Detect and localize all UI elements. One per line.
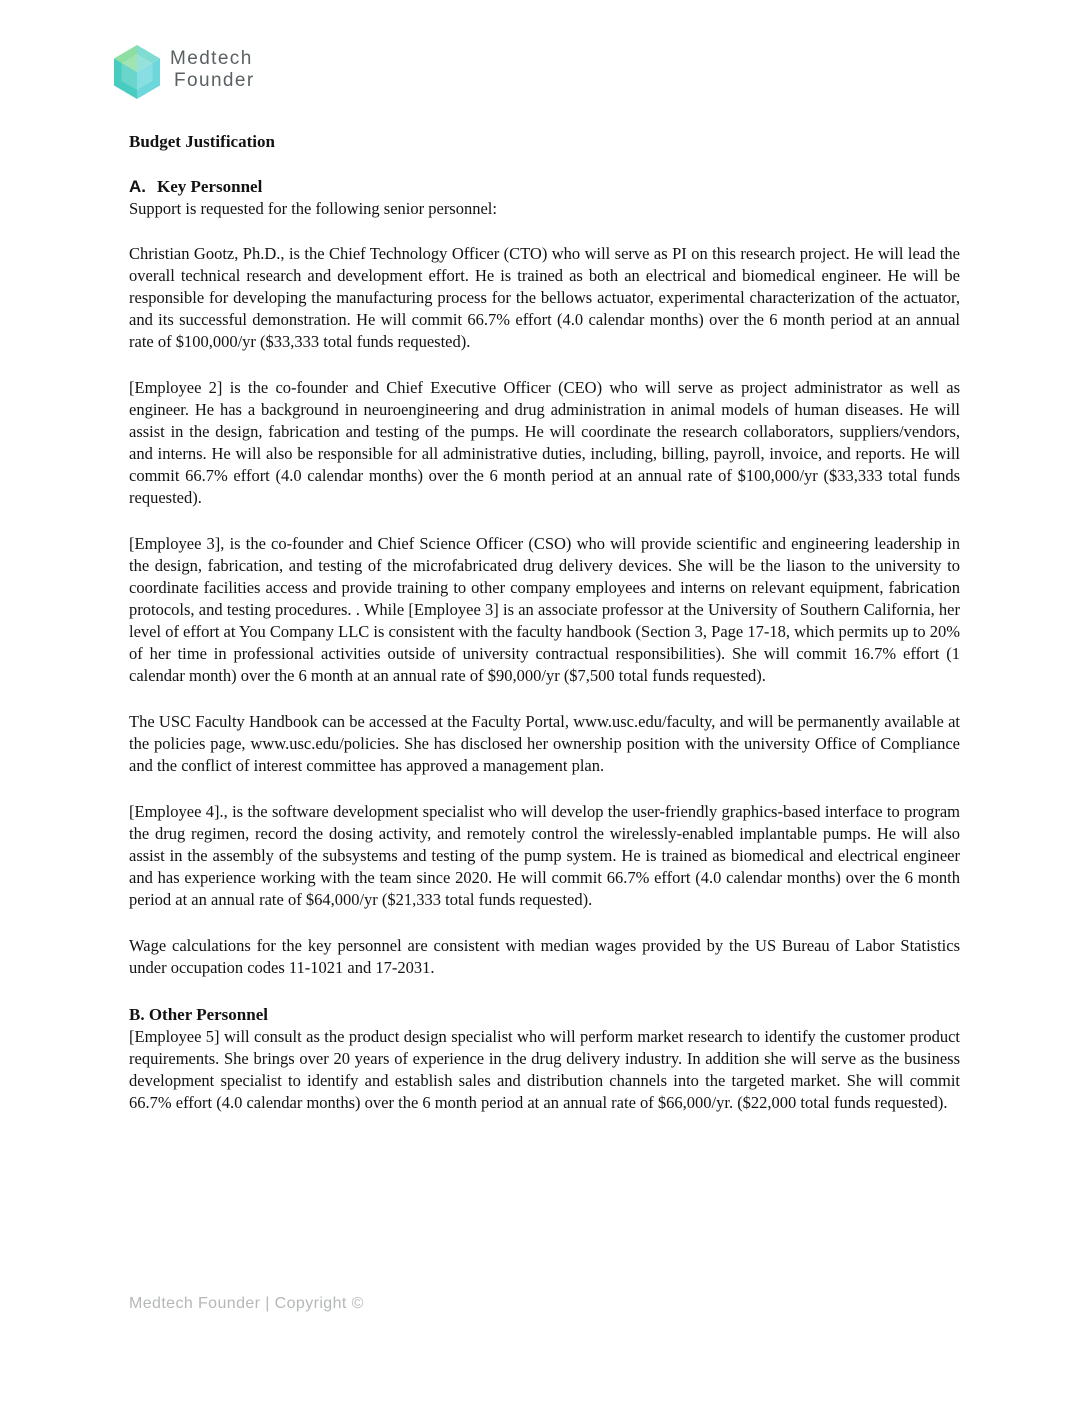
paragraph-employee-3-cso: [Employee 3], is the co-founder and Chief Science Officer (CSO) who will provide scientific and engineering leadership in the design, fabrication, and testing of the microfabricated drug delivery devices. She will be the liason to the university to coordinate facilities access and provide training to other company employees and interns on relevant equipment, fabrication protocols, and testing procedures. . While [Employee 3] is an associate professor at the University of Southern California, her level of effort at You Company LLC is consistent with the faculty handbook (Section 3, Page 17-18, which permits up to 20% of her time in professional activities outside of university contractual responsibilities). She will commit 16.7% effort (1 calendar month) over the 6 month at an annual rate of $90,000/yr ($7,500 total funds requested).: [129, 534, 960, 685]
paragraph-cto-christian-gootz: Christian Gootz, Ph.D., is the Chief Technology Officer (CTO) who will serve as PI on this research project. He will lead the overall technical research and development effort. He is trained as both an electrical and biomedical engineer. He will be responsible for developing the manufacturing process for the bellows actuator, experimental characterization of the actuator, and its successful demonstration. He will commit 66.7% effort (4.0 calendar months) over the 6 month period at an annual rate of $100,000/yr ($33,333 total funds requested).: [129, 244, 960, 351]
document-body: [129, 130, 960, 1114]
section-a-intro: Support is requested for the following senior personnel:: [129, 199, 497, 218]
document-title: Budget Justification: [129, 132, 275, 151]
section-a-heading-text: Key Personnel: [157, 177, 263, 196]
logo-wordmark: [170, 48, 255, 92]
logo-wordmark-line1: Medtech: [170, 48, 253, 69]
section-a-label: A.: [129, 177, 146, 196]
logo-hexagon-cube-icon: [113, 45, 161, 99]
logo-wordmark-line2: Founder: [174, 70, 255, 91]
section-a-heading: [129, 175, 960, 198]
paragraph-employee-5-consultant: [Employee 5] will consult as the product design specialist who will perform market research to identify the customer product requirements. She brings over 20 years of experience in the drug delivery industry. In addition she will serve as the business development specialist to identify and establish sales and distribution channels into the targeted market. She will commit 66.7% effort (4.0 calendar months) over the 6 month period at an annual rate of $66,000/yr. ($22,000 total funds requested).: [129, 1027, 960, 1112]
logo: [113, 45, 255, 99]
paragraph-wage-calculations: Wage calculations for the key personnel are consistent with median wages provided by the US Bureau of Labor Statistics under occupation codes 11-1021 and 17-2031.: [129, 936, 960, 977]
paragraph-employee-2-ceo: [Employee 2] is the co-founder and Chief Executive Officer (CEO) who will serve as project administrator as well as engineer. He has a background in neuroengineering and drug administration in animal models of human diseases. He will assist in the design, fabrication and testing of the pumps. He will coordinate the research collaborators, suppliers/vendors, and interns. He will also be responsible for all administrative duties, including, billing, payroll, invoice, and reports. He will commit 66.7% effort (4.0 calendar months) over the 6 month period at an annual rate of $100,000/yr ($33,333 total funds requested).: [129, 378, 960, 507]
paragraph-usc-faculty-handbook: The USC Faculty Handbook can be accessed at the Faculty Portal, www.usc.edu/faculty, and will be permanently available at the policies page, www.usc.edu/policies. She has disclosed her ownership position with the university Office of Compliance and the conflict of interest committee has approved a management plan.: [129, 712, 960, 775]
section-b-heading: B. Other Personnel: [129, 1005, 268, 1024]
page-footer-copyright: Medtech Founder | Copyright ©: [129, 1295, 364, 1312]
paragraph-employee-4-software: [Employee 4]., is the software development specialist who will develop the user-friendly graphics-based interface to program the drug regimen, record the dosing activity, and remotely control the wirelessly-enabled implantable pumps. He will also assist in the assembly of the subsystems and testing of the pump system. He is trained as biomedical and electrical engineer and has experience working with the team since 2020. He will commit 66.7% effort (4.0 calendar months) over the 6 month period at an annual rate of $64,000/yr ($21,333 total funds requested).: [129, 802, 960, 909]
